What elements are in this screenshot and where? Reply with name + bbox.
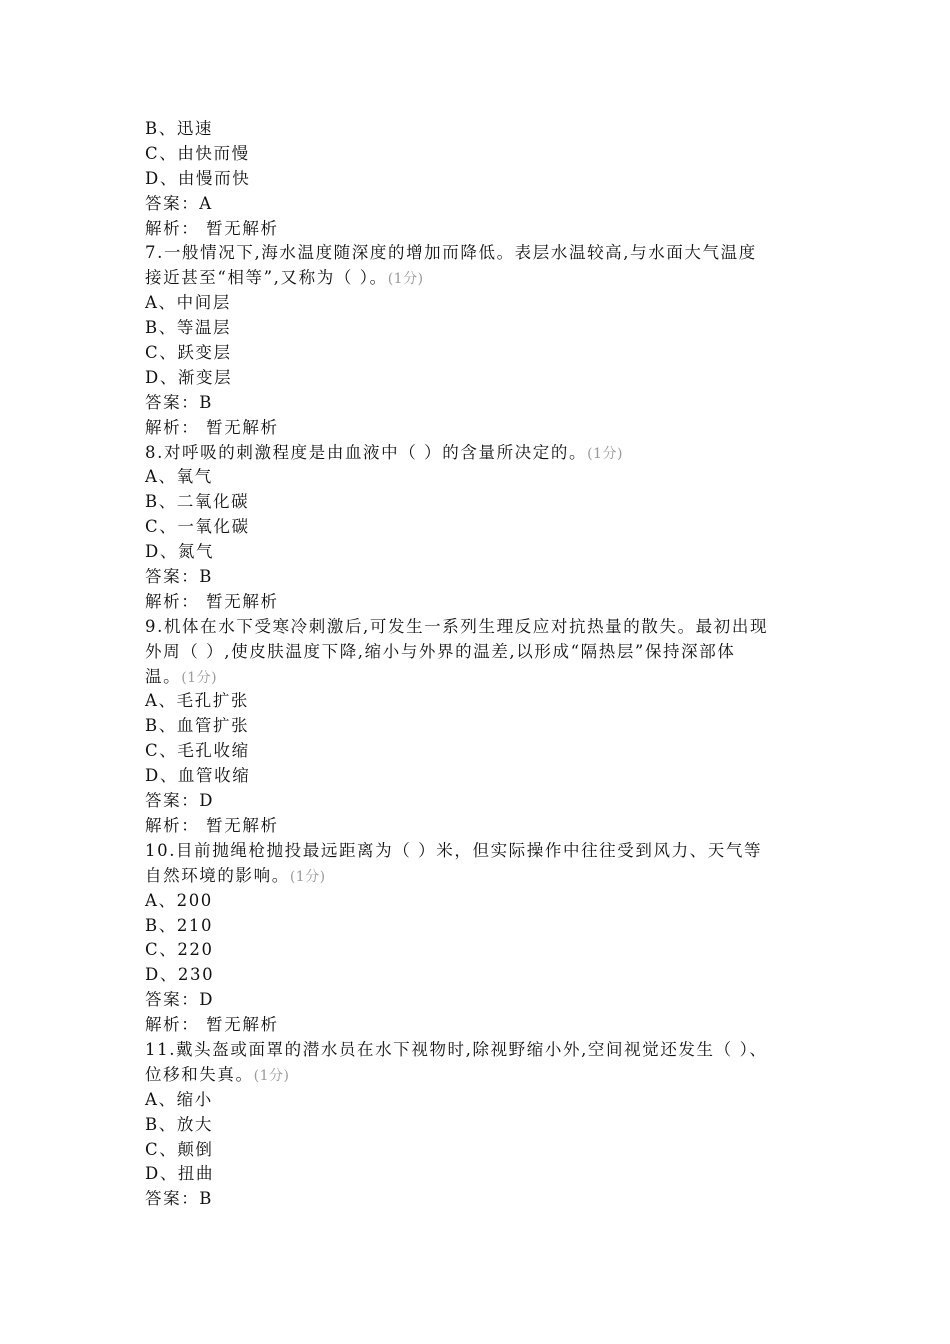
option-line: D、血管收缩	[145, 766, 251, 786]
question-stem: 11.戴头盔或面罩的潜水员在水下视物时,除视野缩小外,空间视觉还发生（ ）、	[145, 1039, 768, 1059]
question-page	[145, 117, 825, 1212]
analysis-line: 解析： 暂无解析	[145, 591, 279, 611]
question-stem: 外周（ ）,使皮肤温度下降,缩小与外界的温差,以形成“隔热层”保持深部体	[145, 641, 736, 661]
answer-line: 答案：D	[145, 990, 215, 1010]
option-line: B、等温层	[145, 318, 232, 338]
score-label: (1分)	[253, 1067, 290, 1084]
option-line: D、230	[145, 965, 215, 985]
option-line: A、缩小	[145, 1089, 213, 1109]
option-line: A、中间层	[145, 293, 231, 313]
answer-line: 答案：B	[145, 1189, 214, 1209]
answer-line: 答案：B	[145, 567, 214, 587]
analysis-line: 解析： 暂无解析	[145, 1015, 279, 1035]
question-stem: 8.对呼吸的刺激程度是由血液中（ ）的含量所决定的。(1分)	[145, 442, 623, 462]
question-stem: 温。(1分)	[145, 666, 218, 686]
question-stem: 接近甚至“相等”,又称为（ ）。(1分)	[145, 268, 424, 288]
answer-line: 答案：D	[145, 791, 215, 811]
option-line: C、由快而慢	[145, 143, 250, 163]
option-line: B、二氧化碳	[145, 492, 250, 512]
option-line: C、跃变层	[145, 343, 232, 363]
answer-line: 答案：A	[145, 193, 213, 213]
option-line: A、氧气	[145, 467, 213, 487]
option-line: C、220	[145, 940, 214, 960]
answer-line: 答案：B	[145, 392, 214, 412]
question-stem: 自然环境的影响。(1分)	[145, 865, 326, 885]
option-line: B、迅速	[145, 119, 214, 138]
question-stem: 位移和失真。(1分)	[145, 1064, 290, 1084]
question-stem: 10.目前抛绳枪抛投最远距离为（ ）米，但实际操作中往往受到风力、天气等	[145, 840, 763, 860]
option-line: A、毛孔扩张	[145, 691, 250, 711]
score-label: (1分)	[181, 669, 218, 686]
option-line: B、210	[145, 915, 214, 935]
score-label: (1分)	[587, 445, 623, 462]
question-stem: 9.机体在水下受寒冷刺激后,可发生一系列生理反应对抗热量的散失。最初出现	[145, 616, 769, 636]
question-stem: 7.一般情况下,海水温度随深度的增加而降低。表层水温较高,与水面大气温度	[145, 243, 757, 263]
option-line: C、一氧化碳	[145, 517, 250, 537]
option-line: D、氮气	[145, 542, 215, 562]
analysis-line: 解析： 暂无解析	[145, 815, 279, 835]
option-line: C、颠倒	[145, 1139, 214, 1159]
score-label: (1分)	[387, 271, 424, 288]
option-line: C、毛孔收缩	[145, 741, 250, 761]
option-line: D、渐变层	[145, 367, 233, 387]
option-line: A、200	[145, 890, 213, 910]
option-line: B、血管扩张	[145, 716, 250, 736]
option-line: D、扭曲	[145, 1164, 215, 1184]
score-label: (1分)	[289, 868, 326, 885]
analysis-line: 解析： 暂无解析	[145, 417, 279, 437]
option-line: D、由慢而快	[145, 168, 251, 188]
option-line: B、放大	[145, 1114, 214, 1134]
analysis-line: 解析： 暂无解析	[145, 218, 279, 238]
